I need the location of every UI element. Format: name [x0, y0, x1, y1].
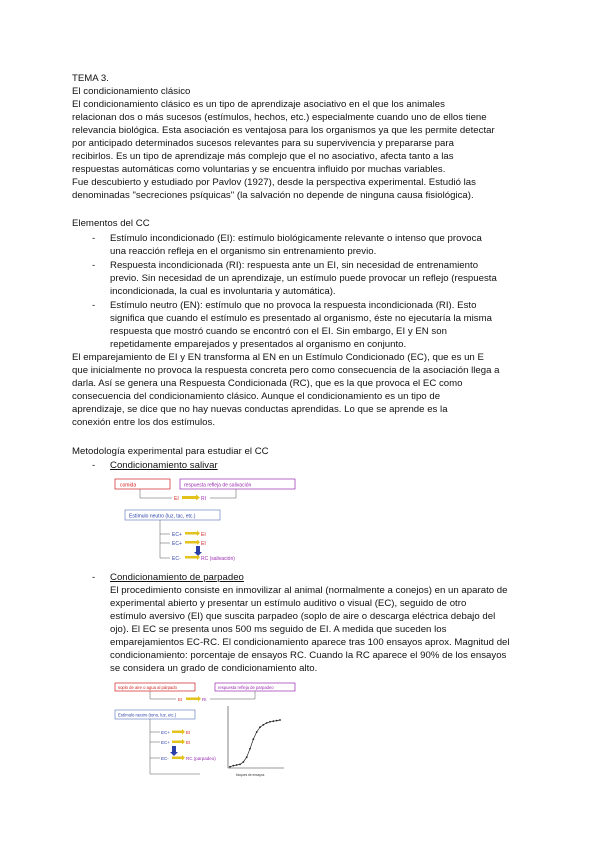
- box-label: comida: [120, 482, 137, 489]
- ec-label: EC+: [161, 740, 170, 745]
- ri-label: RI: [201, 496, 206, 502]
- curve-point: [279, 719, 281, 721]
- bullet-marker: -: [92, 572, 96, 583]
- rc-label: RC (parpadeo): [186, 756, 216, 761]
- curve-point: [242, 761, 244, 763]
- bullet-marker: -: [92, 300, 96, 311]
- box-label: Estímulo neutro (tono, luz, etc.): [118, 712, 177, 718]
- elements-heading: Elementos del CC: [72, 218, 150, 229]
- curve-point: [239, 764, 241, 766]
- bullet-text: Estímulo neutro (EN): estímulo que no provoca la respuesta incondicionada (RI). Esto: [110, 300, 477, 311]
- ei-label: EI: [201, 532, 206, 538]
- curve-point: [246, 756, 248, 758]
- intro-line: respuestas automáticas como voluntarias y se encuentra influido por muchas variables.: [72, 164, 446, 175]
- bullet-text: previo. Sin necesidad de un aprendizaje, un estímulo puede provocar un reflejo (respuesta: [110, 273, 497, 284]
- parpadeo-line: El procedimiento consiste en inmovilizar al animal (normalmente a conejos) en un aparato de: [110, 585, 508, 596]
- salivar-diagram: [110, 476, 300, 566]
- parpadeo-diagram: [110, 680, 305, 780]
- box-label: respuesta refleja de parpadeo: [218, 685, 274, 690]
- box-label: respuesta refleja de salivación: [184, 482, 252, 489]
- curve-point: [269, 721, 271, 723]
- doc-subtitle: El condicionamiento clásico: [72, 86, 191, 97]
- ei-label: EI: [186, 740, 191, 745]
- bullet-text: Respuesta incondicionada (RI): respuesta ante un EI, sin necesidad de entrenamiento: [110, 260, 479, 271]
- curve-point: [272, 720, 274, 722]
- parpadeo-line: condicionamiento: porcentaje de ensayos RC. Cuando la RC aparece el 90% de los ensayos: [110, 650, 507, 661]
- arrow-icon: [172, 731, 182, 734]
- curve-point: [229, 766, 231, 768]
- box-label: soplo de aire o agua al párpado: [118, 685, 177, 690]
- ri-label: RI: [202, 697, 207, 702]
- bullet-text: respuesta que mostró cuando se encontró con el EI. Sin embargo, EI y EN son: [110, 326, 447, 337]
- down-arrow-icon: [196, 546, 200, 552]
- x-axis-label: bloques de ensayos: [236, 773, 265, 777]
- ei-label: EI: [186, 730, 191, 735]
- bullet-text: una reacción refleja en el organismo sin entrenamiento previo.: [110, 246, 377, 257]
- intro-line: por anticipado determinados sucesos relevantes para su supervivencia y prepararse para: [72, 138, 454, 149]
- box-label: Estímulo neutro (luz, tac, etc.): [129, 513, 196, 520]
- curve-point: [262, 724, 264, 726]
- ec-label: EC+: [172, 541, 182, 547]
- bullet-marker: -: [92, 233, 96, 244]
- bullet-marker: -: [92, 260, 96, 271]
- arrow-icon: [186, 698, 198, 701]
- bullet-text: Estímulo incondicionado (EI): estímulo biológicamente relevante o intenso que provoca: [110, 233, 482, 244]
- ec-label: EC-: [161, 756, 169, 761]
- arrow-icon: [172, 757, 182, 760]
- rc-label: RC (salivación): [201, 556, 235, 562]
- curve-point: [236, 764, 238, 766]
- curve-point: [266, 722, 268, 724]
- arrow-icon: [172, 741, 182, 744]
- pairing-line: El emparejamiento de EI y EN transforma al EN en un Estímulo Condicionado (EC), que es un E: [72, 352, 484, 363]
- curve-point: [232, 765, 234, 767]
- curve-point: [249, 748, 251, 750]
- ec-label: EC+: [161, 730, 170, 735]
- parpadeo-line: experimental abierto y presentar un estímulo auditivo o visual (EC), seguido de otro: [110, 598, 467, 609]
- ei-label: EI: [201, 541, 206, 547]
- ec-label: EC-: [172, 556, 181, 562]
- bullet-text: repetidamente emparejados y presentados al organismo en conjunto.: [110, 339, 407, 350]
- pairing-line: consecuencia del condicionamiento clásico. Aunque el condicionamiento es un tipo de: [72, 391, 441, 402]
- parpadeo-title: Condicionamiento de parpadeo: [110, 572, 244, 583]
- salivar-title: Condicionamiento salivar: [110, 460, 218, 471]
- pairing-line: darla. Así se genera una Respuesta Condicionada (RC), que es la que provoca el EC como: [72, 378, 463, 389]
- pairing-line: conexión entre los dos estímulos.: [72, 417, 216, 428]
- intro-line: relevancia biológica. Esta asociación es ventajosa para los organismos ya que les permite detectar: [72, 125, 495, 136]
- parpadeo-line: emparejamientos EC-RC. El condicionamiento aparece tras 100 ensayos aprox. Magnitud del: [110, 637, 510, 648]
- pairing-line: aprendizaje, se dice que no hay nuevas conductas aprendidas. Lo que se aprende es la: [72, 404, 448, 415]
- parpadeo-line: se considera un grado de condicionamiento alto.: [110, 663, 318, 674]
- arrow-icon: [182, 496, 196, 499]
- ei-label: EI: [178, 697, 183, 702]
- curve-point: [276, 720, 278, 722]
- doc-title: TEMA 3.: [72, 73, 109, 84]
- arrow-icon: [185, 556, 197, 559]
- curve-point: [252, 738, 254, 740]
- acquisition-curve: [228, 706, 284, 777]
- method-heading: Metodología experimental para estudiar el CC: [72, 446, 269, 457]
- ec-label: EC+: [172, 532, 182, 538]
- curve-point: [256, 731, 258, 733]
- parpadeo-line: estímulo aversivo (EI) que suscita parpadeo (soplo de aire o descarga eléctrica debajo del: [110, 611, 496, 622]
- ei-label: EI: [174, 496, 179, 502]
- curve-point: [259, 726, 261, 728]
- arrow-icon: [185, 541, 197, 544]
- bullet-marker: -: [92, 460, 96, 471]
- intro-line: Fue descubierto y estudiado por Pavlov (1927), desde la perspectiva experimental. Estudió las: [72, 177, 476, 188]
- arrow-icon: [185, 532, 197, 535]
- down-arrow-icon: [172, 746, 176, 752]
- intro-line: denominadas "secreciones psíquicas" (la salvación no depende de ninguna causa fisiológica).: [72, 190, 474, 201]
- parpadeo-line: ojo). El EC se presenta unos 500 ms seguido de EI. A medida que suceden los: [110, 624, 447, 635]
- curve-line: [230, 720, 280, 767]
- bullet-text: significa que cuando el estímulo es presentado al organismo, éste no ejecutaría la misma: [110, 313, 492, 324]
- intro-line: El condicionamiento clásico es un tipo de aprendizaje asociativo en el que los animales: [72, 99, 445, 110]
- intro-line: relacionan dos o más sucesos (estímulos, hechos, etc.) especialmente cuando uno de ellos tiene: [72, 112, 487, 123]
- pairing-line: que inicialmente no provoca la respuesta concreta pero como consecuencia de la asociación llega a: [72, 365, 500, 376]
- intro-line: recibirlos. Es un tipo de aprendizaje más complejo que el no asociativo, afecta tanto a las: [72, 151, 454, 162]
- bullet-text: incondicionada, la cual es involuntaria y automática).: [110, 286, 336, 297]
